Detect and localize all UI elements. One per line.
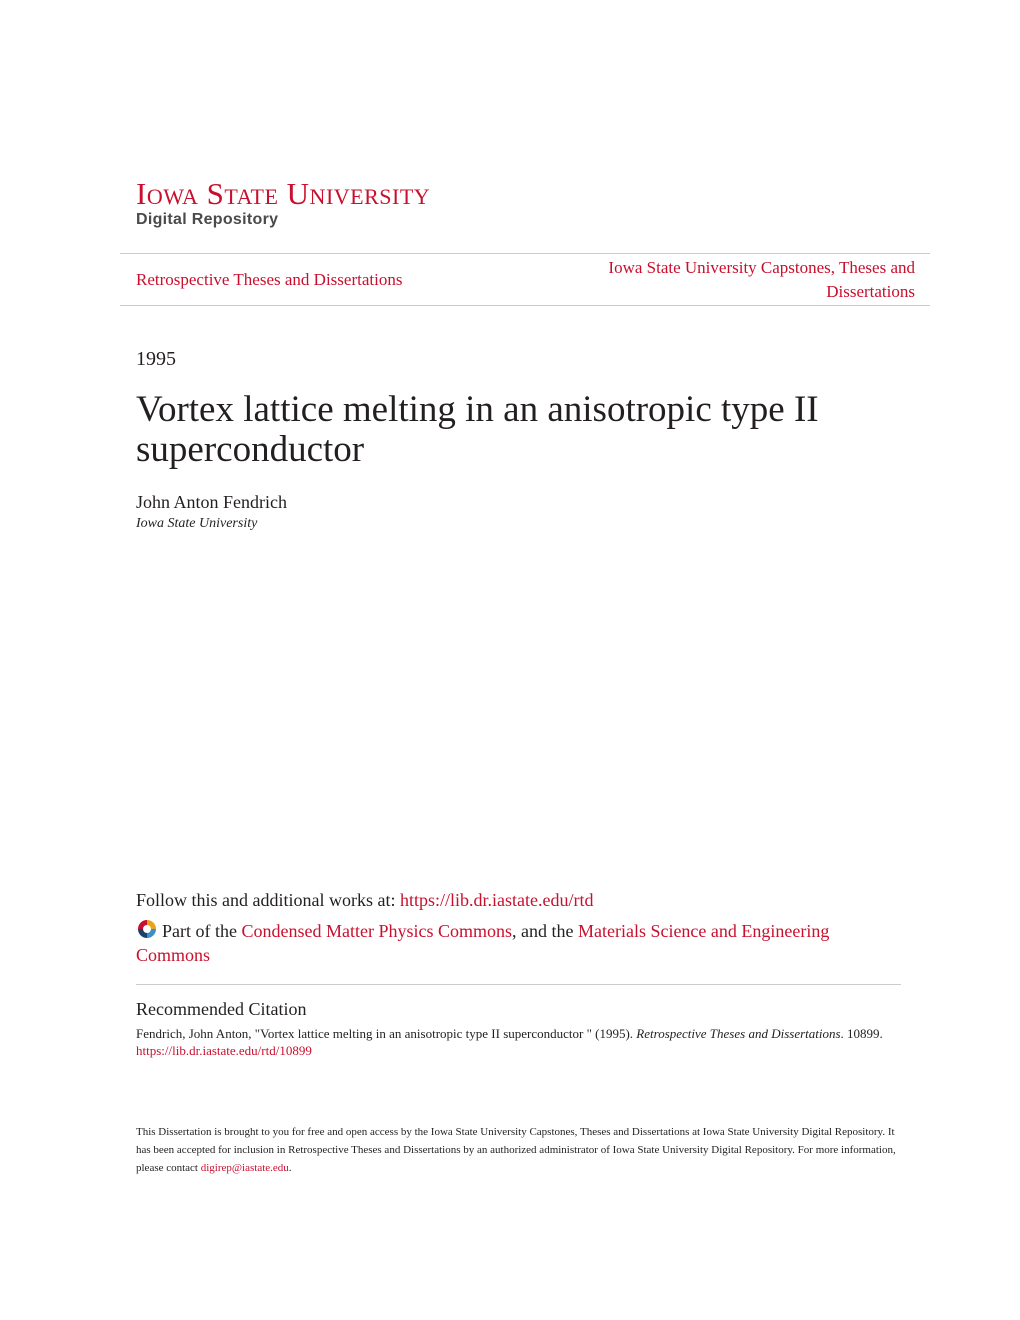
citation-divider bbox=[136, 984, 901, 985]
citation-heading: Recommended Citation bbox=[136, 999, 307, 1019]
paper-title: Vortex lattice melting in an anisotropic type II superconductor bbox=[136, 389, 819, 470]
follow-prefix: Follow this and additional works at: bbox=[136, 890, 400, 910]
citation-link[interactable]: https://lib.dr.iastate.edu/rtd/10899 bbox=[136, 1043, 312, 1058]
network-commons-icon bbox=[136, 918, 158, 940]
access-statement bbox=[136, 1123, 896, 1177]
publication-year: 1995 bbox=[136, 348, 176, 370]
statement-text: This Dissertation is brought to you for free and open access by the Iowa State University Capstones, Theses and Dissertations at Iowa State University Digital Repository. It has been accepted for inclusion in Retrospective Theses and Dissertations by an authorized administrator of Iowa State University Digital Repository. For more information, please contact bbox=[136, 1126, 896, 1174]
contact-email-link[interactable]: digirep@iastate.edu bbox=[200, 1162, 289, 1174]
citation-body bbox=[136, 1025, 896, 1059]
digital-repository-label: Digital Repository bbox=[136, 211, 279, 228]
citation-text: Fendrich, John Anton, "Vortex lattice melting in an anisotropic type II superconductor " (1995). bbox=[136, 1026, 637, 1041]
part-of-prefix: Part of the bbox=[162, 921, 242, 941]
collection-link-capstones[interactable]: Iowa State University Capstones, Theses and Dissertations bbox=[608, 258, 915, 301]
citation-number: . 10899. bbox=[840, 1026, 883, 1041]
part-of-line bbox=[136, 918, 896, 967]
materials-science-commons-link[interactable]: Materials Science and Engineering Commons bbox=[136, 921, 830, 965]
collection-link-rtd[interactable]: Retrospective Theses and Dissertations bbox=[136, 270, 403, 289]
follow-line bbox=[136, 888, 593, 912]
follow-link[interactable]: https://lib.dr.iastate.edu/rtd bbox=[399, 890, 594, 910]
author-institution: Iowa State University bbox=[136, 516, 258, 531]
condensed-matter-commons-link[interactable]: Condensed Matter Physics Commons bbox=[241, 921, 512, 941]
header-divider-top bbox=[120, 253, 930, 254]
author-name: John Anton Fendrich bbox=[136, 492, 287, 512]
part-of-middle: , and the bbox=[511, 921, 578, 941]
citation-series: Retrospective Theses and Dissertations bbox=[636, 1026, 841, 1041]
statement-end: . bbox=[288, 1162, 292, 1174]
university-logo-wordmark: Iowa State University bbox=[136, 176, 431, 211]
header-divider-bottom bbox=[120, 305, 930, 306]
